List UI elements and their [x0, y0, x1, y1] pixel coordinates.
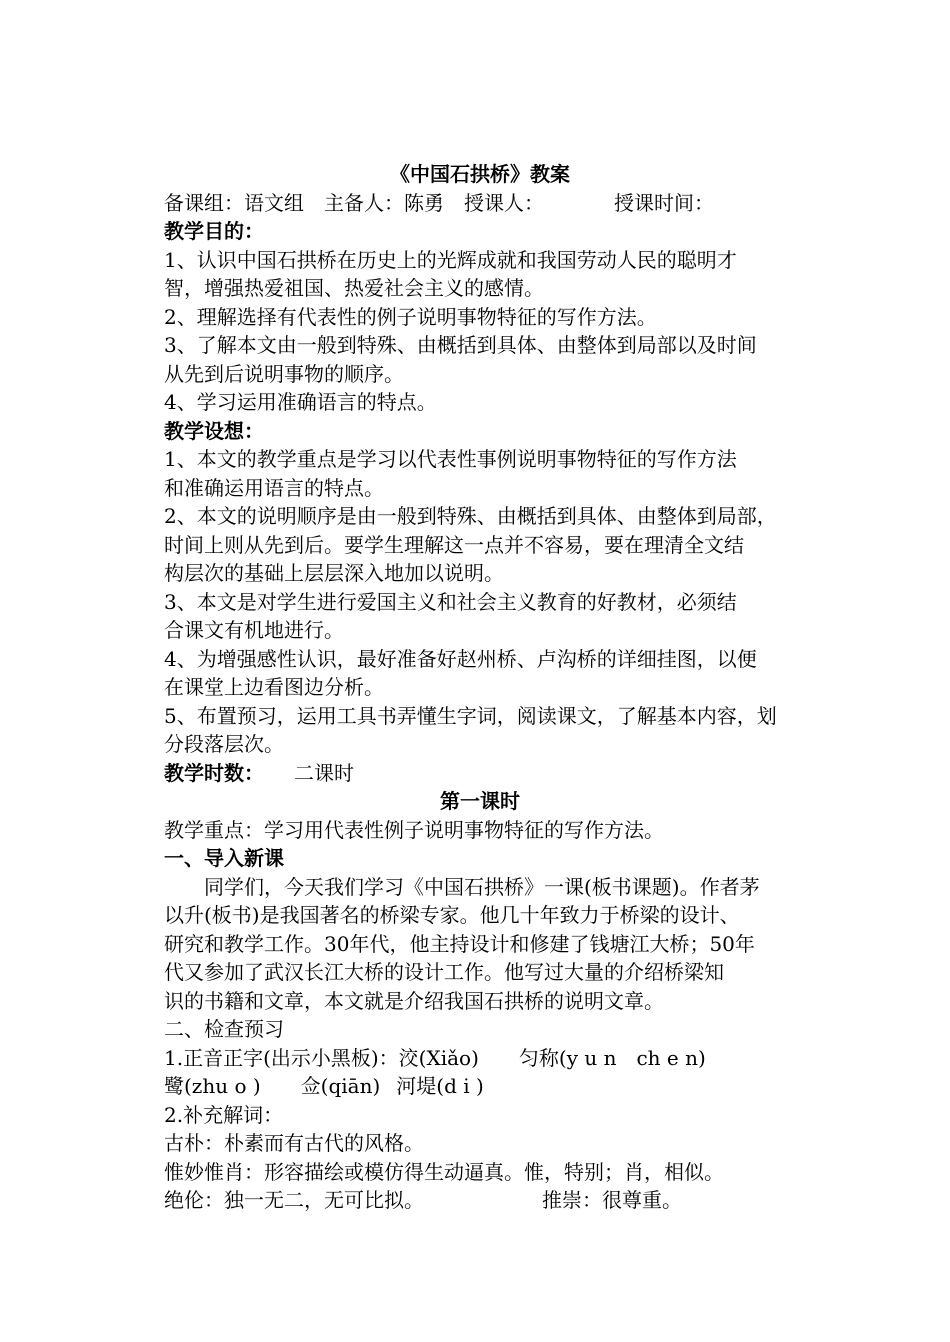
goal-line: 2、理解选择有代表性的例子说明事物特征的写作方法。 — [164, 304, 657, 329]
idea-line: 分段落层次。 — [164, 732, 284, 756]
idea-line: 4、为增强感性认识，最好准备好赵州桥、卢沟桥的详细挂图，以便 — [164, 646, 757, 671]
vocab-last-line — [164, 1186, 796, 1215]
goal-line: 3、了解本文由一般到特殊、由概括到具体、由整体到局部以及时间 — [164, 333, 757, 357]
intro-line: 代又参加了武汉长江大桥的设计工作。他写过大量的介绍桥梁知 — [164, 960, 724, 984]
meta-group: 备课组：语文组 — [164, 190, 304, 215]
ideas-heading: 教学设想： — [164, 418, 264, 443]
goals-heading: 教学目的： — [164, 219, 264, 243]
idea-line: 在课堂上边看图边分析。 — [164, 675, 384, 699]
intro-line: 以升(板书)是我国著名的桥梁专家。他几十年致力于桥梁的设计、 — [164, 903, 740, 927]
intro-line: 研究和教学工作。30年代，他主持设计和修建了钱塘江大桥；50年 — [164, 931, 755, 956]
document-title: 《中国石拱桥》教案 — [390, 162, 570, 186]
goal-line: 从先到后说明事物的顺序。 — [164, 361, 404, 386]
intro-line: 同学们，今天我们学习《中国石拱桥》一课(板书课题)。作者茅 — [204, 874, 760, 899]
vocab-item: 绝伦：独一无二，无可比拟。 — [164, 1188, 424, 1212]
goal-line: 智，增强热爱祖国、热爱社会主义的感情。 — [164, 276, 544, 300]
meta-teacher: 授课人： — [464, 190, 544, 215]
lesson-title: 第一课时 — [440, 789, 520, 813]
vocab-line: 古朴：朴素而有古代的风格。 — [164, 1131, 424, 1155]
intro-line: 识的书籍和文章，本文就是介绍我国石拱桥的说明文章。 — [164, 988, 664, 1013]
idea-line: 合课文有机地进行。 — [164, 618, 344, 642]
idea-line: 时间上则从先到后。要学生理解这一点并不容易，要在理清全文结 — [164, 532, 744, 557]
idea-line: 2、本文的说明顺序是由一般到特殊、由概括到具体、由整体到局部， — [164, 504, 777, 528]
meta-time: 授课时间： — [614, 190, 714, 215]
meta-author: 主备人：陈勇 — [324, 190, 444, 215]
pinyin-item: 鹭(zhu o ) — [164, 1074, 261, 1098]
section2-heading: 二、检查预习 — [164, 1017, 284, 1041]
lesson-plan-page — [164, 160, 796, 1215]
idea-line: 3、本文是对学生进行爱国主义和社会主义教育的好教材，必须结 — [164, 589, 737, 614]
pinyin-line-2 — [164, 1072, 796, 1101]
pinyin-item: 佥(qiān) — [300, 1074, 381, 1098]
lesson-focus: 教学重点：学习用代表性例子说明事物特征的写作方法。 — [164, 817, 664, 842]
idea-line: 和准确运用语言的特点。 — [164, 475, 384, 500]
idea-line: 1、本文的教学重点是学习以代表性事例说明事物特征的写作方法 — [164, 447, 737, 471]
hours-line — [164, 759, 796, 788]
pinyin-item: 1.正音正字(出示小黑板)：洨(Xiǎo) — [164, 1045, 479, 1070]
vocab-line: 惟妙惟肖：形容描绘或模仿得生动逼真。惟，特别；肖，相似。 — [164, 1159, 724, 1184]
meta-line — [164, 189, 796, 218]
goal-line: 1、认识中国石拱桥在历史上的光辉成就和我国劳动人民的聪明才 — [164, 247, 737, 272]
goal-line: 4、学习运用准确语言的特点。 — [164, 390, 437, 414]
section1-heading: 一、导入新课 — [164, 846, 284, 870]
hours-value: 二课时 — [294, 760, 354, 785]
pinyin-line-1 — [164, 1044, 796, 1073]
pinyin-item: 匀称(y u n ch e n) — [518, 1045, 706, 1070]
idea-line: 5、布置预习，运用工具书弄懂生字词，阅读课文，了解基本内容，划 — [164, 703, 777, 728]
hours-heading: 教学时数： — [164, 760, 264, 785]
pinyin-item: 河堤(d i ) — [396, 1074, 484, 1098]
idea-line: 构层次的基础上层层深入地加以说明。 — [164, 561, 504, 585]
vocab-heading: 2.补充解词： — [164, 1102, 284, 1127]
vocab-item: 推崇：很尊重。 — [542, 1188, 682, 1212]
